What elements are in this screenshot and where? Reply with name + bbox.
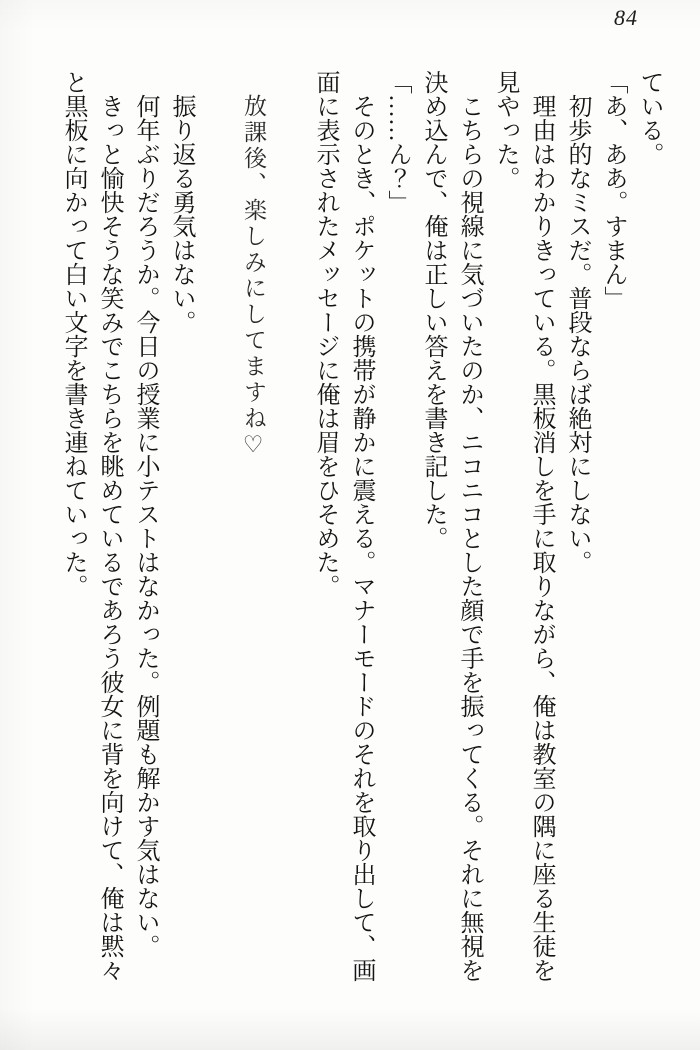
paragraph: きっと愉快そうな笑みでこちらを眺めているであろう彼女に背を向けて、俺は黙々と黒板に向かって白い文字を書き連ねていった。 [60,70,122,982]
paragraph: 理由はわかりきっている。黒板消しを手に取りながら、俺は教室の隅に座る生徒を見やった。 [492,70,554,982]
paragraph-continuation: ている。 [636,70,662,166]
paragraph: こちらの視線に気づいたのか、ニコニコとした顔で手を振ってくる。それに無視を決め込んで、俺は正しい答えを書き記した。 [420,70,482,982]
paragraph: 振り返る勇気はない。 [168,94,194,334]
phone-message-line: 放課後、楽しみにしてますね♡ [240,94,266,461]
paragraph: 何年ぶりだろうか。今日の授業に小テストはなかった。例題も解かす気はない。 [132,94,158,958]
novel-text-block [55,70,667,983]
page-number: 84 [614,5,638,30]
paragraph-dialogue: 「……ん？」 [384,70,410,214]
paragraph: 初歩的なミスだ。普段ならば絶対にしない。 [564,94,590,574]
paragraph-dialogue: 「あ、ああ。すまん」 [600,70,626,310]
paragraph: そのとき、ポケットの携帯が静かに震える。マナーモードのそれを取り出して、画面に表示されたメッセージに俺は眉をひそめた。 [312,70,374,982]
